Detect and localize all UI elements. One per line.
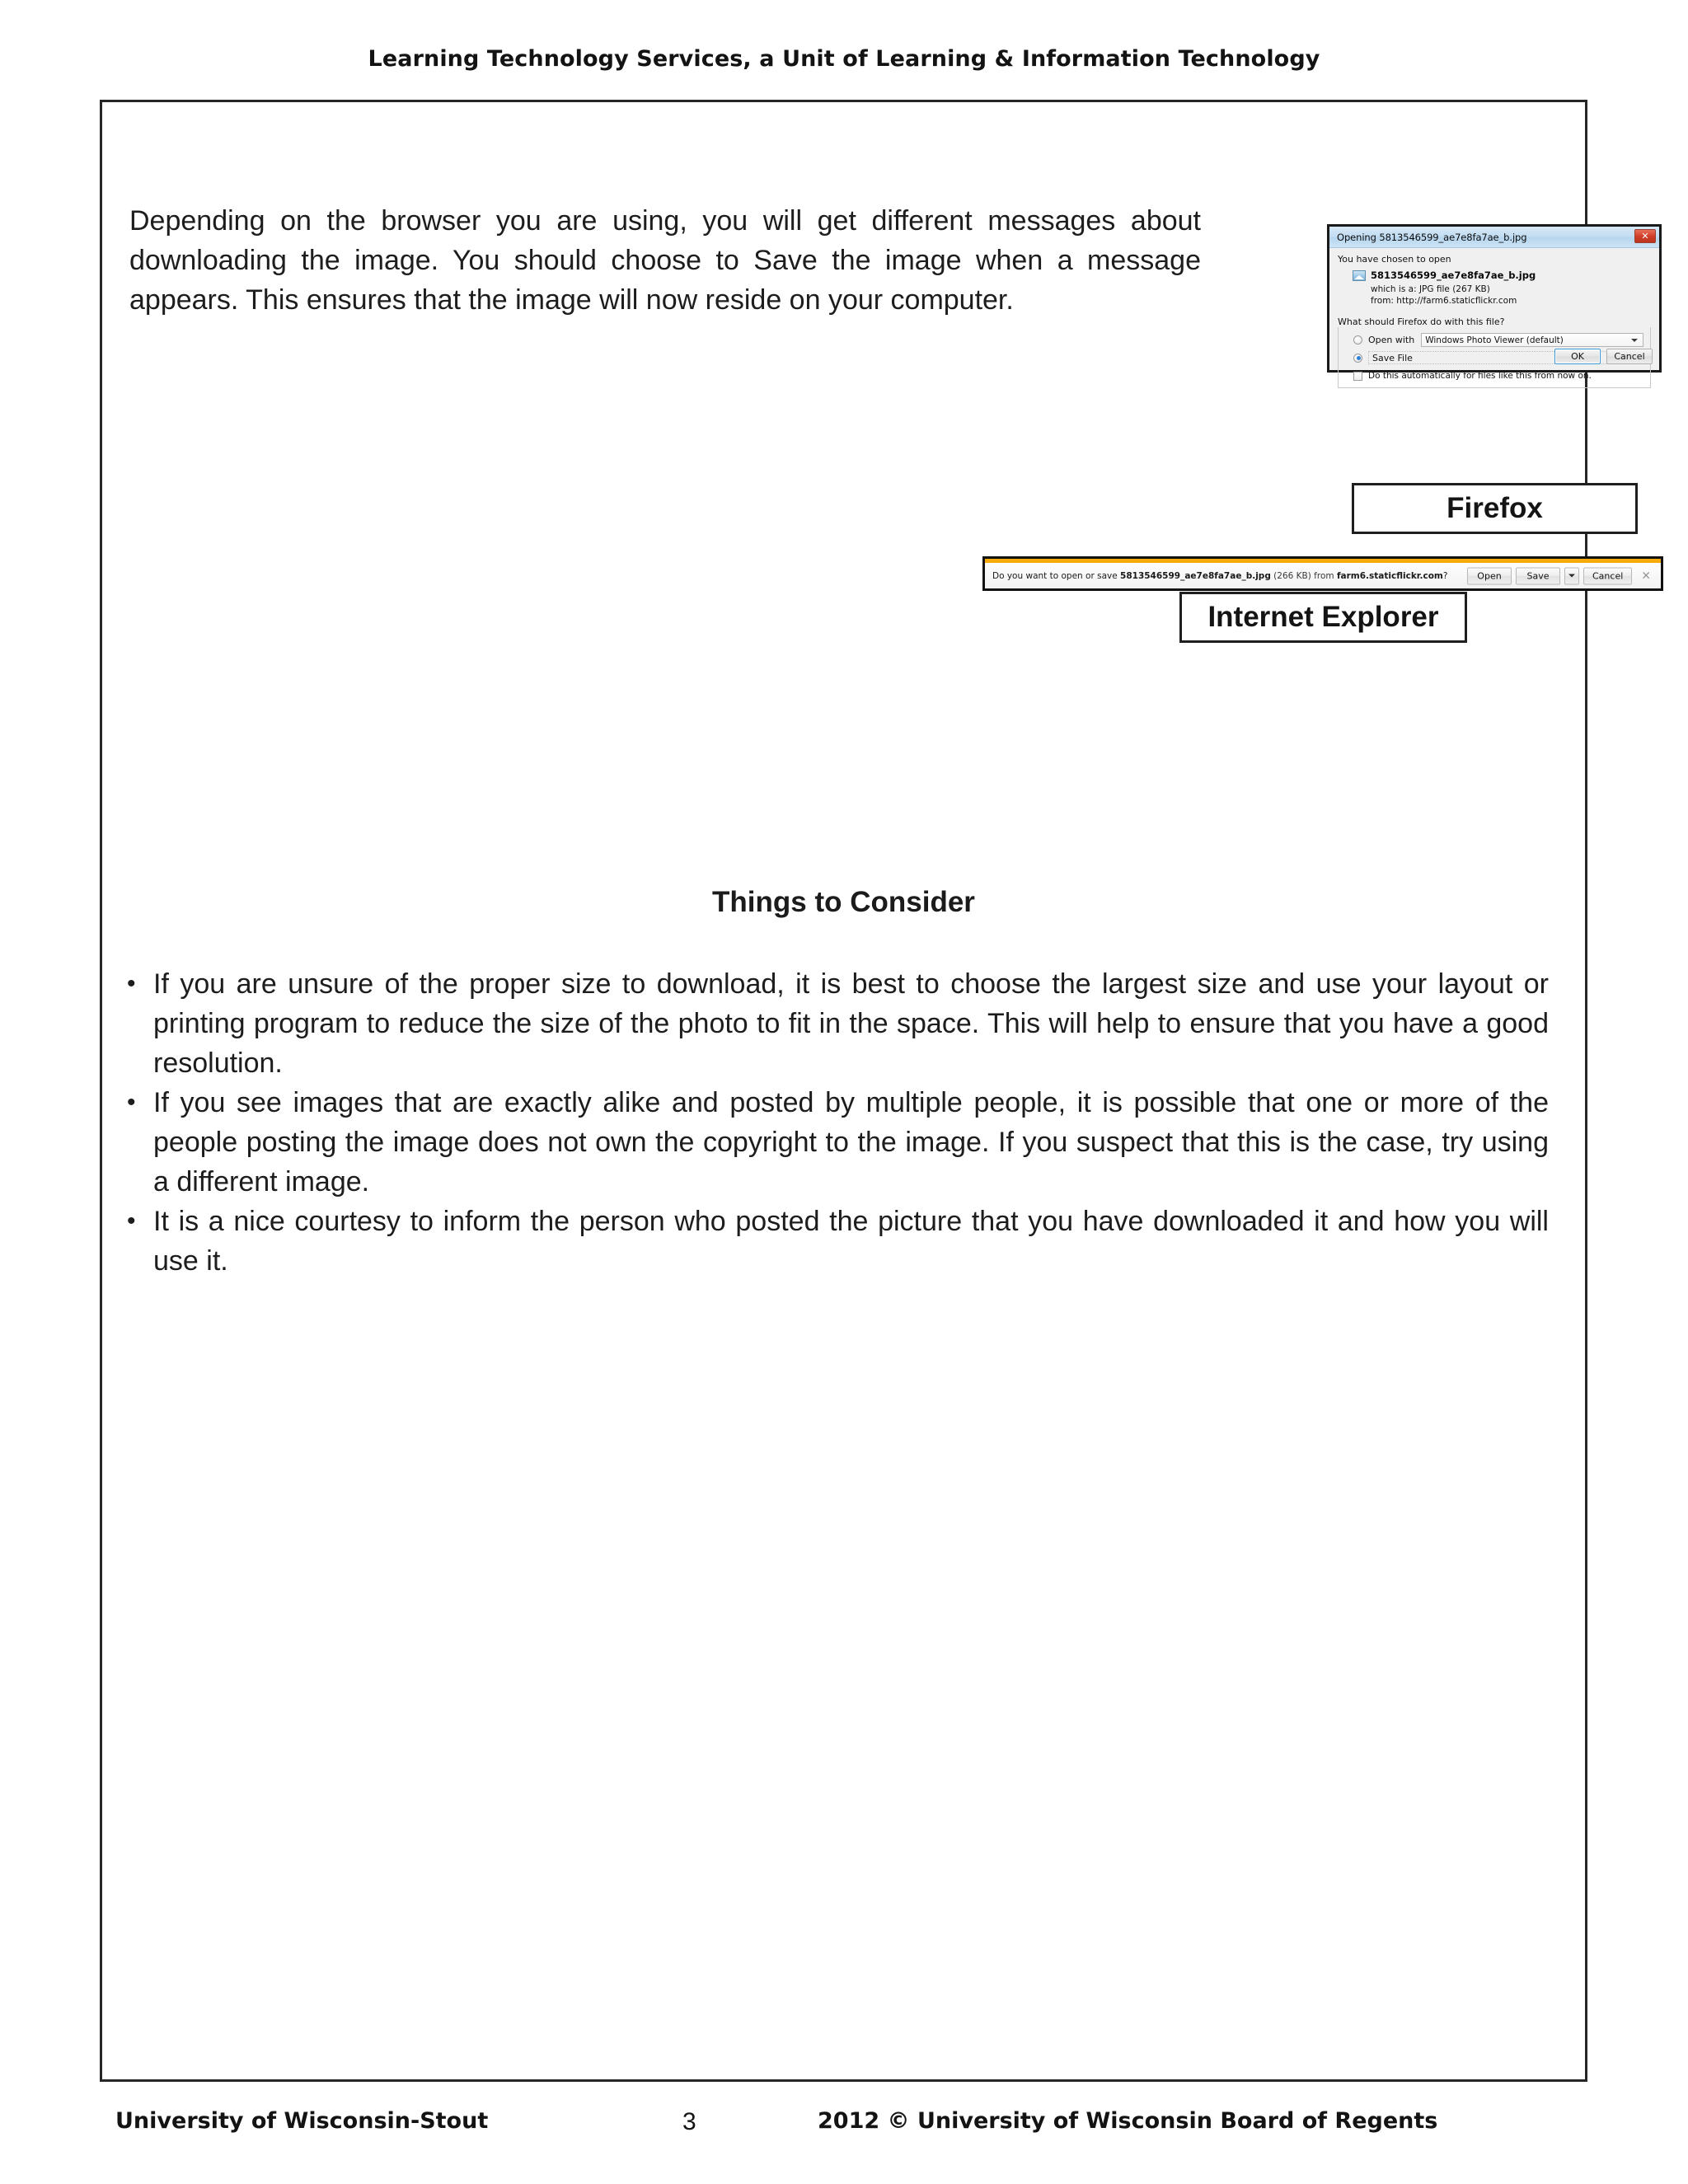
firefox-file-row — [1353, 269, 1651, 281]
firefox-group-legend: What should Firefox do with this file? — [1338, 316, 1507, 327]
content-frame — [100, 100, 1651, 2082]
ie-message-filesize: (266 KB) from — [1270, 570, 1337, 581]
ok-button[interactable]: OK — [1554, 349, 1601, 364]
bullet-marker: • — [127, 1089, 136, 1116]
firefox-save-file-label: Save File — [1368, 351, 1643, 364]
ie-bar-message — [992, 571, 1447, 581]
ie-bar-actions — [1467, 567, 1656, 584]
ie-save-dropdown-button[interactable] — [1564, 567, 1579, 584]
list-item-text: It is a nice courtesy to inform the person who posted the picture that you have downloaded it and how you will use it. — [153, 1206, 1549, 1277]
caption-firefox-label: Firefox — [1447, 492, 1543, 524]
ie-cancel-button[interactable]: Cancel — [1583, 567, 1632, 584]
caption-firefox — [1352, 483, 1638, 534]
ie-open-button[interactable]: Open — [1467, 567, 1512, 584]
footer-copyright: 2012 © University of Wisconsin Board of Regents — [818, 2108, 1438, 2134]
chevron-down-icon — [1631, 339, 1638, 342]
firefox-open-with-row[interactable] — [1353, 333, 1643, 347]
footer-page-number: 3 — [682, 2108, 696, 2135]
list-item — [127, 1202, 1549, 1281]
caption-internet-explorer — [1179, 592, 1467, 643]
ie-bar-row — [985, 563, 1661, 588]
footer-institution: University of Wisconsin-Stout — [115, 2108, 489, 2134]
cancel-button[interactable]: Cancel — [1606, 349, 1653, 364]
firefox-chosen-label: You have chosen to open — [1338, 254, 1451, 265]
ie-message-suffix: ? — [1442, 570, 1448, 581]
list-item — [127, 1083, 1549, 1202]
intro-paragraph: Depending on the browser you are using, you will get different messages about downloading the image. You should choose to Save the image when a message appears. This ensures that the image will now reside on your computer. — [129, 205, 1201, 316]
open-with-application-select[interactable] — [1421, 333, 1643, 347]
firefox-auto-checkbox-label: Do this automatically for files like this from now on. — [1368, 371, 1592, 381]
page-header: Learning Technology Services, a Unit of Learning & Information Technology — [368, 46, 1320, 72]
firefox-download-dialog-screenshot — [1327, 224, 1662, 381]
close-icon[interactable]: × — [1641, 569, 1651, 583]
list-item-text: If you are unsure of the proper size to download, it is best to choose the largest size and use your layout or printing program to reduce the size of the photo to fit in the space. This will help to ensure that you have a good resolution. — [153, 968, 1549, 1079]
firefox-file-type: which is a: JPG file (267 KB) — [1371, 284, 1490, 294]
firefox-dialog-body — [1329, 248, 1659, 381]
ie-message-domain: farm6.staticflickr.com — [1336, 570, 1443, 581]
firefox-dialog-buttons — [1554, 349, 1653, 364]
firefox-file-name: 5813546599_ae7e8fa7ae_b.jpg — [1371, 269, 1536, 281]
caption-internet-explorer-label: Internet Explorer — [1207, 601, 1439, 633]
radio-open-with[interactable] — [1353, 335, 1362, 344]
bullet-marker: • — [127, 970, 136, 997]
chevron-down-icon — [1568, 574, 1575, 578]
things-to-consider-list — [127, 964, 1549, 1281]
section-heading: Things to Consider — [712, 886, 975, 918]
image-file-icon — [1353, 270, 1366, 281]
page-footer — [0, 2108, 1688, 2146]
firefox-open-with-label: Open with — [1368, 335, 1415, 345]
firefox-auto-checkbox-row[interactable] — [1353, 371, 1643, 381]
ie-save-button[interactable]: Save — [1516, 567, 1560, 584]
close-icon[interactable]: ✕ — [1634, 229, 1656, 243]
checkbox-do-this-automatically[interactable] — [1353, 372, 1362, 381]
firefox-file-source: from: http://farm6.staticflickr.com — [1371, 296, 1517, 306]
internet-explorer-notification-bar-screenshot — [982, 556, 1663, 591]
firefox-dialog-title: Opening 5813546599_ae7e8fa7ae_b.jpg — [1337, 231, 1527, 243]
open-with-selected-value: Windows Photo Viewer (default) — [1425, 335, 1564, 345]
radio-save-file[interactable] — [1353, 354, 1362, 363]
list-item — [127, 964, 1549, 1083]
list-item-text: If you see images that are exactly alike and posted by multiple people, it is possible that one or more of the people posting the image does not own the copyright to the image. If you suspect that this is the case, try using a different image. — [153, 1087, 1549, 1197]
ie-message-filename: 5813546599_ae7e8fa7ae_b.jpg — [1120, 570, 1271, 581]
bullet-marker: • — [127, 1207, 136, 1235]
firefox-dialog-titlebar — [1329, 227, 1659, 248]
ie-message-prefix: Do you want to open or save — [992, 570, 1121, 581]
